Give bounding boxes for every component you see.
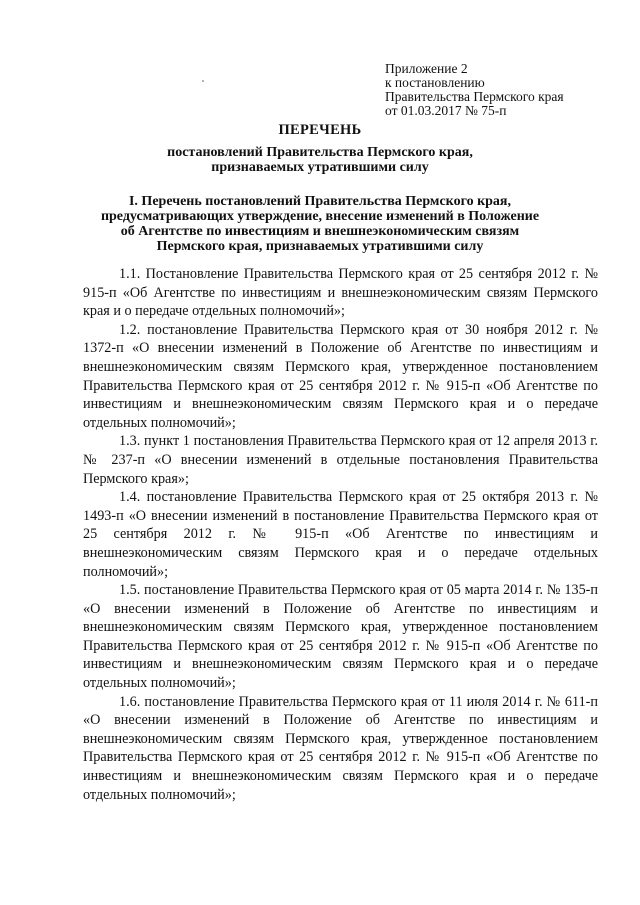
document-title: ПЕРЕЧЕНЬ [278, 122, 362, 138]
items-list [83, 265, 598, 804]
list-item-1-3: 1.3. пункт 1 постановления Правительства Пермского края от 12 апреля 2013 г. № 237-п «О внесении изменений в отдельные постановления Правительства Пермского края»; [83, 433, 598, 487]
list-item-1-5: 1.5. постановление Правительства Пермского края от 05 марта 2014 г. № 135-п «О внесении изменений в Положение об Агентстве по инвестициям и внешнеэкономическим связям Пермского края, утвержденное постановлением Правительства Пермского края от 25 сентября 2012 г. № 915-п «Об Агентстве по инвестициям и внешнеэкономическим связям Пермского края и о передаче отдельных полномочий»; [83, 582, 598, 692]
attachment-header [385, 62, 564, 118]
document-subtitle [0, 145, 640, 175]
attachment-line-3: Правительства Пермского края [385, 89, 564, 104]
attachment-line-1: Приложение 2 [385, 61, 468, 76]
subtitle-line-1: постановлений Правительства Пермского края, [167, 145, 473, 160]
list-item-1-1: 1.1. Постановление Правительства Пермского края от 25 сентября 2012 г. № 915-п «Об Агентстве по инвестициям и внешнеэкономическим связям Пермского края и о передаче отдельных полномочий»; [83, 266, 598, 320]
attachment-line-4: от 01.03.2017 № 75-п [385, 103, 507, 118]
list-item-1-2: 1.2. постановление Правительства Пермского края от 30 ноября 2012 г. № 1372-п «О внесении изменений в Положение об Агентстве по инвестициям и внешнеэкономическим связям Пермского края, утвержденное постановлением Правительства Пермского края от 25 сентября 2012 г. № 915-п «Об Агентстве по инвестициям и внешнеэкономическим связям Пермского края и о передаче отдельных полномочий»; [83, 321, 598, 431]
list-item-1-4: 1.4. постановление Правительства Пермского края от 25 октября 2013 г. № 1493-п «О внесении изменений в постановление Правительства Пермского края от 25 сентября 2012 г. № 915-п «Об Агентстве по инвестициям и внешнеэкономическим связям Пермского края и о передаче отдельных полномочий»; [83, 489, 598, 580]
attachment-line-2: к постановлению [385, 75, 485, 90]
section-heading-line-1: I. Перечень постановлений Правительства Пермского края, [128, 194, 512, 209]
list-item-1-6: 1.6. постановление Правительства Пермского края от 11 июля 2014 г. № 611-п «О внесении изменений в Положение об Агентстве по инвестициям и внешнеэкономическим связям Пермского края, утвержденное постановлением Правительства Пермского края от 25 сентября 2012 г. № 915-п «Об Агентстве по инвестициям и внешнеэкономическим связям Пермского края и о передаче отдельных полномочий»; [83, 693, 598, 803]
scan-artifact-dot [202, 80, 204, 82]
section-heading-line-3: об Агентстве по инвестициям и внешнеэкономическим связям [120, 224, 520, 239]
section-heading-line-4: Пермского края, признаваемых утратившими силу [156, 239, 484, 254]
section-heading [0, 194, 640, 254]
section-heading-line-2: предусматривающих утверждение, внесение изменений в Положение [100, 209, 540, 224]
subtitle-line-2: признаваемых утратившими силу [211, 160, 429, 175]
